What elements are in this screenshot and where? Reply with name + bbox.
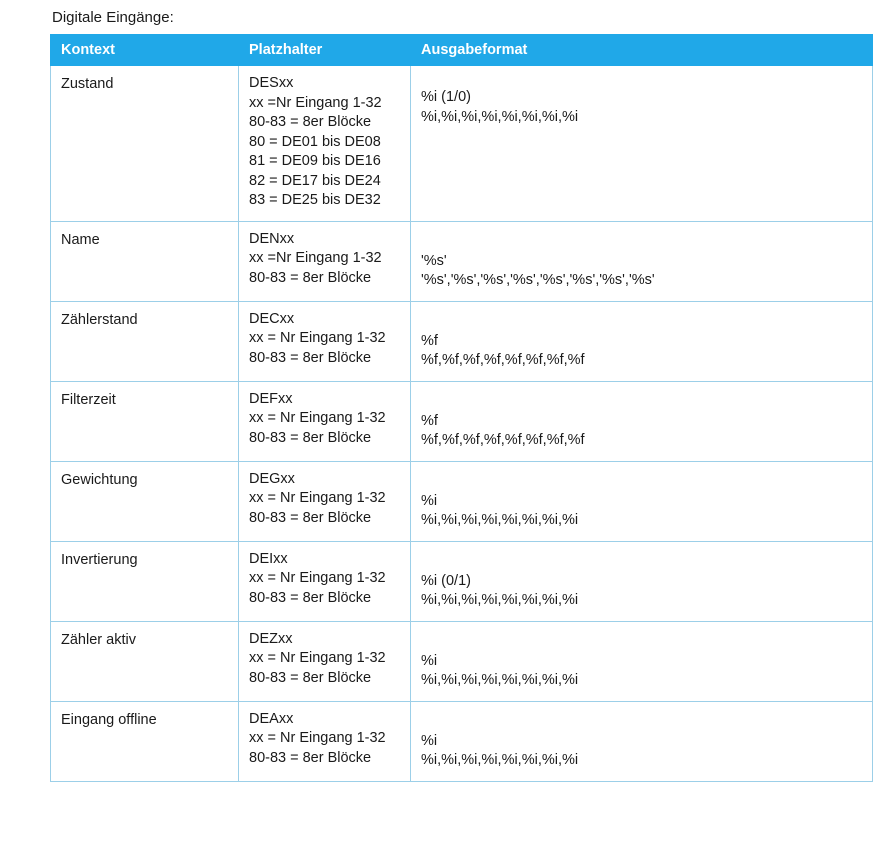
- cell-format: [411, 221, 873, 301]
- table-row: [51, 381, 873, 461]
- cell-placeholder: [239, 381, 411, 461]
- placeholder-line: 80 = DE01 bis DE08: [249, 133, 381, 150]
- format-line: %i,%i,%i,%i,%i,%i,%i,%i: [421, 672, 579, 688]
- cell-format: [411, 66, 873, 222]
- format-line: %f: [421, 332, 438, 349]
- cell-context: Zähler aktiv: [51, 621, 239, 701]
- cell-placeholder: [239, 66, 411, 222]
- format-line: %i,%i,%i,%i,%i,%i,%i,%i: [421, 752, 579, 768]
- placeholder-line: DEAxx: [249, 710, 294, 727]
- cell-placeholder: [239, 541, 411, 621]
- cell-context: Gewichtung: [51, 461, 239, 541]
- placeholder-line: 80-83 = 8er Blöcke: [249, 749, 372, 766]
- cell-context: Invertierung: [51, 541, 239, 621]
- placeholder-line: 80-83 = 8er Blöcke: [249, 114, 372, 130]
- cell-format: [411, 541, 873, 621]
- format-line: %f: [421, 412, 438, 429]
- placeholder-line: DESxx: [249, 75, 294, 91]
- cell-format: [411, 461, 873, 541]
- cell-context: Filterzeit: [51, 381, 239, 461]
- section-caption: Digitale Eingänge:: [52, 9, 174, 26]
- placeholder-line: xx =Nr Eingang 1-32: [249, 250, 382, 266]
- placeholder-line: 80-83 = 8er Blöcke: [249, 509, 372, 526]
- cell-placeholder: [239, 221, 411, 301]
- placeholder-line: xx = Nr Eingang 1-32: [249, 570, 386, 586]
- format-line: '%s','%s','%s','%s','%s','%s','%s','%s': [421, 272, 655, 288]
- cell-format: [411, 701, 873, 781]
- placeholder-line: DENxx: [249, 230, 295, 247]
- column-header-ausgabeformat: Ausgabeformat: [411, 35, 873, 66]
- table-row: [51, 221, 873, 301]
- table-row: [51, 701, 873, 781]
- placeholder-line: xx = Nr Eingang 1-32: [249, 650, 386, 666]
- placeholder-line: 80-83 = 8er Blöcke: [249, 269, 372, 286]
- format-line: %i (1/0): [421, 89, 471, 105]
- table-row: [51, 301, 873, 381]
- format-line: %i: [421, 652, 438, 669]
- placeholder-line: xx = Nr Eingang 1-32: [249, 410, 386, 426]
- placeholder-line: 83 = DE25 bis DE32: [249, 192, 381, 208]
- table-row: [51, 541, 873, 621]
- column-header-platzhalter: Platzhalter: [239, 35, 411, 66]
- placeholder-line: 80-83 = 8er Blöcke: [249, 429, 372, 446]
- placeholder-line: xx = Nr Eingang 1-32: [249, 490, 386, 506]
- format-line: %i,%i,%i,%i,%i,%i,%i,%i: [421, 512, 579, 528]
- cell-format: [411, 301, 873, 381]
- cell-placeholder: [239, 461, 411, 541]
- format-line: '%s': [421, 252, 447, 269]
- placeholder-line: DEZxx: [249, 630, 293, 647]
- format-line: %i (0/1): [421, 572, 471, 589]
- table-body: [51, 66, 873, 782]
- cell-context: Zustand: [51, 66, 239, 222]
- table-row: [51, 461, 873, 541]
- cell-placeholder: [239, 301, 411, 381]
- placeholder-line: xx = Nr Eingang 1-32: [249, 730, 386, 746]
- format-line: %f,%f,%f,%f,%f,%f,%f,%f: [421, 352, 585, 368]
- format-line: %i,%i,%i,%i,%i,%i,%i,%i: [421, 108, 579, 125]
- format-line: %i,%i,%i,%i,%i,%i,%i,%i: [421, 592, 579, 608]
- placeholder-line: 81 = DE09 bis DE16: [249, 153, 381, 169]
- table-header-row: [51, 35, 873, 66]
- placeholder-line: 80-83 = 8er Blöcke: [249, 669, 372, 686]
- placeholder-line: xx =Nr Eingang 1-32: [249, 94, 382, 111]
- cell-context: Name: [51, 221, 239, 301]
- cell-placeholder: [239, 621, 411, 701]
- format-line: %i: [421, 492, 438, 509]
- digital-inputs-table: [50, 34, 873, 782]
- cell-format: [411, 621, 873, 701]
- cell-context: Eingang offline: [51, 701, 239, 781]
- placeholder-line: DECxx: [249, 310, 295, 327]
- column-header-kontext: Kontext: [51, 35, 239, 66]
- placeholder-line: 80-83 = 8er Blöcke: [249, 589, 372, 606]
- cell-format: [411, 381, 873, 461]
- table-row: [51, 66, 873, 222]
- placeholder-line: xx = Nr Eingang 1-32: [249, 330, 386, 346]
- placeholder-line: 80-83 = 8er Blöcke: [249, 349, 372, 366]
- placeholder-line: DEGxx: [249, 470, 295, 487]
- table-header: [51, 35, 873, 66]
- table-row: [51, 621, 873, 701]
- cell-context: Zählerstand: [51, 301, 239, 381]
- placeholder-line: DEIxx: [249, 550, 288, 567]
- placeholder-line: DEFxx: [249, 390, 293, 407]
- format-line: %i: [421, 732, 438, 749]
- cell-placeholder: [239, 701, 411, 781]
- format-line: %f,%f,%f,%f,%f,%f,%f,%f: [421, 432, 585, 448]
- placeholder-line: 82 = DE17 bis DE24: [249, 172, 381, 189]
